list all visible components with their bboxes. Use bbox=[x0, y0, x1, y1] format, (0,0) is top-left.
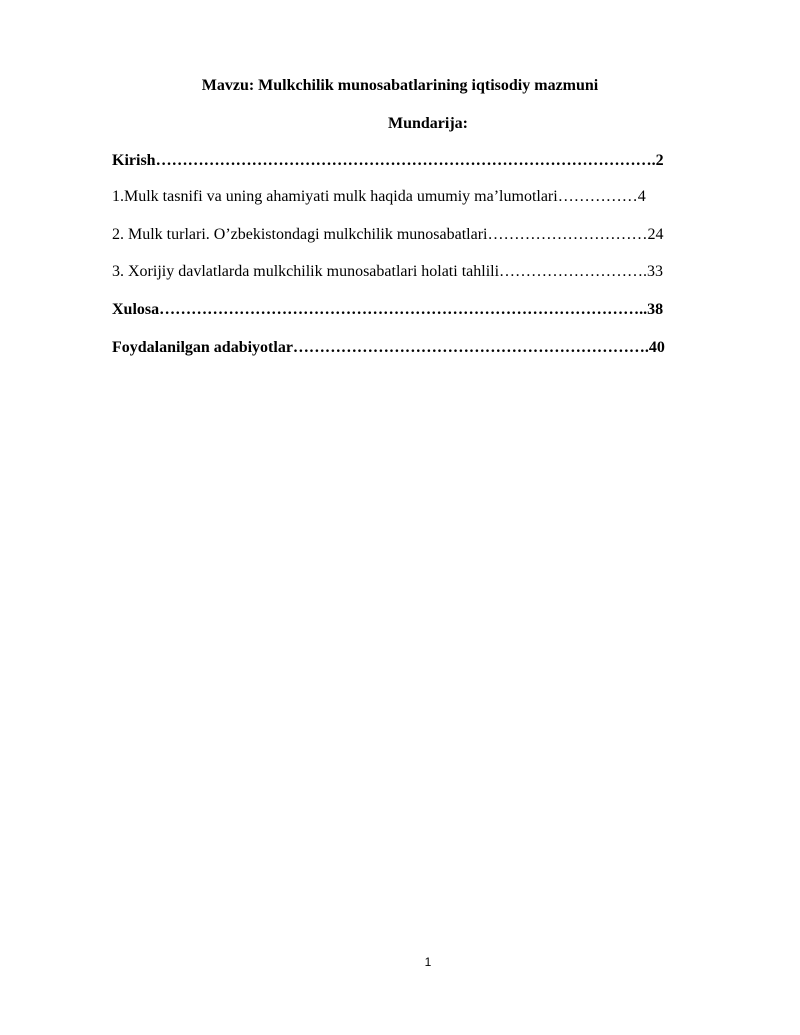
toc-heading: Mundarija: bbox=[388, 115, 468, 132]
toc-entry-3: 3. Xorijiy davlatlarda mulkchilik munosabatlari holati tahlili……………………….33 bbox=[112, 263, 664, 280]
page-number: 1 bbox=[424, 955, 432, 969]
document-title: Mavzu: Mulkchilik munosabatlarining iqtisodiy mazmuni bbox=[201, 77, 599, 94]
toc-entry-xulosa: Xulosa………………………………………………………………………………..38 bbox=[112, 301, 664, 318]
toc-entry-1: 1.Mulk tasnifi va uning ahamiyati mulk haqida umumiy ma’lumotlari……………4 bbox=[112, 188, 646, 205]
toc-entry-adabiyotlar: Foydalanilgan adabiyotlar………………………………………………………….40 bbox=[112, 339, 665, 356]
toc-entry-kirish: Kirish………………………………………………………………………………….2 bbox=[112, 152, 664, 169]
toc-entry-2: 2. Mulk turlari. O’zbekistondagi mulkchilik munosabatlari…………………………24 bbox=[112, 226, 664, 243]
